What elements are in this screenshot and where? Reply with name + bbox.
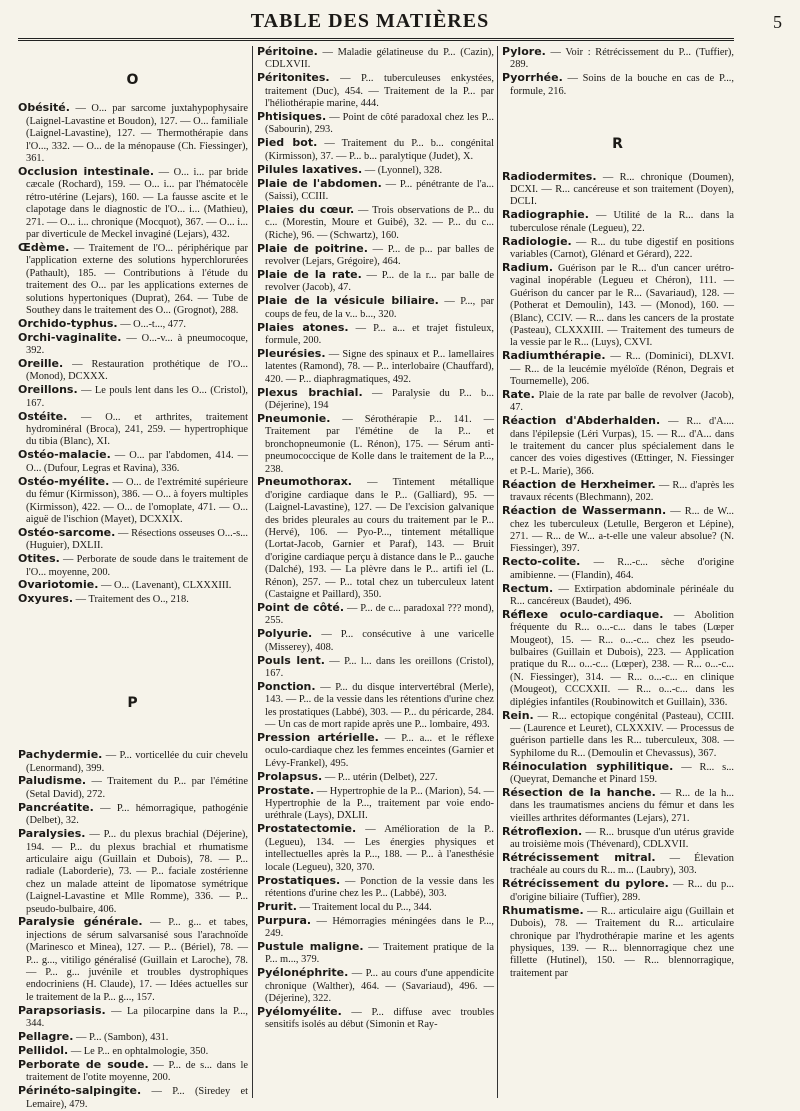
entry-text: — R...-c... sèche d'origine amibienne. — (Flandin), 464. <box>510 557 734 581</box>
entry-heading: Plaie de la rate. <box>257 267 362 281</box>
entry-heading: Ostéo-myélite. <box>18 474 110 488</box>
entry-text: — O... (Lavenant), CLXXXIII. <box>98 580 232 592</box>
entry-heading: Rectum. <box>502 581 554 595</box>
index-entry <box>18 166 248 241</box>
index-entry <box>257 243 494 269</box>
index-entry <box>502 852 734 878</box>
index-entry <box>502 389 734 415</box>
index-entry <box>257 387 494 413</box>
entry-heading: Ponction. <box>257 679 316 693</box>
entry-text: — R... de W... chez les tuberculeux (Letulle, Bergeron et Lépine), 271. — R... de W... a-t-elle une valeur absolue? (N. Fiessinger), 397. <box>510 506 734 555</box>
index-entry <box>257 915 494 941</box>
entry-text: — P... g... et tabes, injections de sérum salvarsanisé sous l'arachnoïde (Marinesco et Minea), 127. — P... (Bériel), 78. — P... g..., vitiligo généralisé (Guillain et Laroche), 78. — P... g... juvénile et troubles dystrophiques endocriniens (H. Claude), 17. — Idées actuelles sur le traitement de la P... g..., 157. <box>26 917 248 1003</box>
index-entry <box>18 527 248 553</box>
entry-heading: Pied bot. <box>257 136 318 150</box>
index-entry <box>18 1085 248 1111</box>
entry-heading: Ostéo-malacie. <box>18 448 111 462</box>
entry-heading: Pyélomyélite. <box>257 1005 342 1019</box>
index-entry <box>257 941 494 967</box>
entry-text: — Traitement pratique de la P... m..., 379. <box>265 942 494 966</box>
entry-heading: Réflexe oculo-cardiaque. <box>502 607 664 621</box>
entry-text: — La pilocarpine dans la P..., 344. <box>26 1005 248 1030</box>
entry-text: — Hémorragies méningées dans le P..., 249. <box>265 915 494 940</box>
entry-heading: Point de côté. <box>257 600 345 614</box>
entry-heading: Réaction de Herxheimer. <box>502 477 656 491</box>
page-header <box>20 10 782 36</box>
index-entry <box>257 628 494 654</box>
entry-heading: Prurit. <box>257 899 297 913</box>
entry-heading: Réinoculation syphilitique. <box>502 759 674 773</box>
index-entry <box>257 46 494 72</box>
index-entry <box>18 102 248 165</box>
entry-heading: Polyurie. <box>257 627 313 641</box>
column-divider <box>252 46 253 1098</box>
entry-text: — P... du disque intervertébral (Merle), 143. — P... de la vessie dans les rétentions d'urine chez les prostatiques (Labbé), 303. — P... du péricarde, 284. — Un cas de mort rapide après une P... lombaire, 493. <box>265 681 494 731</box>
index-entry <box>18 384 248 410</box>
entry-text: — Élevation trachéale au cours du R... m... (Laubry), 303. <box>510 853 734 877</box>
index-entry <box>502 905 734 980</box>
index-entry <box>257 322 494 348</box>
entry-text: — R... articulaire aigu (Guillain et Dubois), 78. — Traitement du R... articulaire chronique par l'hydrothérapie marine et les agents physiques, 139. — R... blennorragique chez une fillette (Hutinel), 150. — R... blennorragique, traitement par <box>510 905 734 979</box>
entry-text: — P... hémorragique, pathogénie (Delbet), 32. <box>26 802 248 827</box>
index-entry <box>257 681 494 732</box>
entry-heading: Pellidol. <box>18 1044 69 1057</box>
entry-text: — P... pénétrante de l'a... (Saissi), CCIII. <box>265 178 494 202</box>
entry-text: — R... brusque d'un utérus gravide au troisième mois (Thévenard), CDLXVII. <box>510 826 734 851</box>
index-entry <box>18 242 248 317</box>
entry-heading: Plaie de l'abdomen. <box>257 176 382 190</box>
entry-text: — (Lyonnel), 328. <box>362 164 443 176</box>
entry-heading: Orchido-typhus. <box>18 316 118 330</box>
index-entry <box>257 348 494 386</box>
index-entry <box>18 411 248 449</box>
entry-heading: Péritoine. <box>257 45 318 58</box>
entry-heading: Paludisme. <box>18 774 87 788</box>
entry-heading: Pression artérielle. <box>257 731 379 745</box>
entry-heading: Périnéto-salpingite. <box>18 1084 142 1098</box>
entry-text: — Amélioration de la P.. (Legueu), 134. — Les énergies physiques et intellectuelles après la P..., 188. — P... à l'anesthésie locale (Legueu), 320, 370. <box>265 824 494 873</box>
entry-text: — Hypertrophie de la P... (Marion), 54. — Hypertrophie de la P..., traitement par voie endo-uréthrale (Lays), DXLII. <box>265 785 494 822</box>
entry-text: — P... a... et trajet fistuleux, formule, 200. <box>265 322 494 346</box>
entry-heading: Obésité. <box>18 101 70 115</box>
entry-text: — Point de côté paradoxal chez les P... (Sabourin), 293. <box>265 112 494 136</box>
entry-text: — Trois observations de P... du c... (Morestin, Moure et Guibé), 32. — P... du c... (Riche), 96. — (Schwartz), 160. <box>265 204 494 241</box>
index-entry <box>18 749 248 775</box>
entry-heading: Orchi-vaginalite. <box>18 330 122 344</box>
entry-text: — P... au cours d'une appendicite chronique (Walther), 464. — (Savariaud), 496. — (Déjerine), 322. <box>265 968 494 1005</box>
entry-heading: Pleurésies. <box>257 346 326 360</box>
entry-text: — R... du p... d'origine biliaire (Tuffier), 289. <box>510 879 734 903</box>
entry-heading: Recto-colite. <box>502 555 581 569</box>
index-entry <box>502 609 734 709</box>
index-entry <box>257 413 494 476</box>
entry-text: — P... utérin (Delbet), 227. <box>322 771 438 783</box>
entry-heading: Rétrécissement du pylore. <box>502 877 669 891</box>
entry-heading: Résection de la hanche. <box>502 786 656 800</box>
entry-heading: Perborate de soude. <box>18 1057 149 1071</box>
entry-heading: Rétroflexion. <box>502 824 583 838</box>
index-entry <box>18 318 248 331</box>
entry-text: — Traitement du P... b... congénital (Kirmisson), 37. — P... b... paralytique (Judet), X. <box>265 138 494 162</box>
index-column-1 <box>18 46 249 1110</box>
entry-heading: Plexus brachial. <box>257 385 363 399</box>
entry-heading: Rate. <box>502 387 535 401</box>
entry-text: — R... d'après les travaux récents (Blechmann), 202. <box>510 479 734 504</box>
entry-heading: Prostatectomie. <box>257 822 357 836</box>
index-entry <box>18 449 248 475</box>
entry-text: — Traitement des O.., 218. <box>73 594 189 606</box>
index-entry <box>257 111 494 137</box>
entry-heading: Plaies atones. <box>257 320 349 334</box>
index-entry <box>502 209 734 235</box>
entry-text: — Tintement métallique d'origine cardiaque dans le P... (Galliard), 95. — (Laignel-Lavastine), 127. — De l'excision galvanique des brides pleurales au cours du traitement par le P... (Hervé), 106. — Pyo-P..., tintement métallique (Lortat-Jacob, Garnier et Paraf), 143. — Bruit d'origine cardiaque perçu à distance dans le P... gauche (Dalché), 193. — La plèvre dans le P... artifi iel (L. Rénon), 257. — P... total chez un tuberculeux latent (Castaigne et Paillard), 350. <box>265 477 494 601</box>
entry-heading: Pustule maligne. <box>257 940 364 954</box>
index-entry <box>502 505 734 556</box>
entry-heading: Otites. <box>18 552 60 566</box>
index-entry <box>257 72 494 110</box>
entry-text: — Ponction de la vessie dans les rétentions d'urine chez les P... (Labbé), 303. <box>265 875 494 899</box>
entry-text: — Traitement de l'O... périphérique par l'application externe des solutions hyperchlorurées (Pathault), 185. — Contributions à l'étude du traitement des O... par les applications externes de solutions hypertoniques (Duprat), 264. — Tube de Southey dans le traitement des O... (Grognot), 288. <box>26 242 248 316</box>
entry-heading: Radium. <box>502 260 554 274</box>
entry-heading: Réaction d'Abderhalden. <box>502 414 661 428</box>
index-entry <box>257 295 494 321</box>
entry-text: — Soins de la bouche en cas de P..., formule, 216. <box>510 73 734 97</box>
entry-text: Guérison par le R... d'un cancer urétro-vaginal inopérable (Legueu et Chéron), 111. — Guérison du cancer par le R... (Savariaud), 128. — (Potherat et Demoulin), 143. — (Monod), 160. — (Blanc), CCIV. — R... dans les cancers de la prostate (Pasteau), CLXXXIII. — Traitement des tumeurs de la vessie par le R... (Luys), CXVI. <box>510 262 734 349</box>
section-letter: R <box>612 136 624 153</box>
entry-text: — Traitement du P... par l'émétine (Setal David), 272. <box>26 776 248 800</box>
index-entry <box>502 171 734 209</box>
index-entry <box>257 771 494 784</box>
index-entry <box>18 775 248 801</box>
entry-text: — P..., par coups de feu, de la v... b..., 320. <box>265 296 495 320</box>
index-entry <box>18 476 248 527</box>
entry-heading: Oxyures. <box>18 592 74 606</box>
index-entry <box>502 556 734 582</box>
index-entry <box>257 823 494 874</box>
entry-text: — O... de l'extrémité supérieure du fémur (Kirmisson), 386. — O... à foyers multiples (Kirmisson), 422. — O... de l'omoplate, 471. — O... aiguë de l'ischion (Mayet), DCXXIX. <box>26 476 248 525</box>
entry-heading: Radiumthérapie. <box>502 349 606 363</box>
index-entry <box>18 579 248 592</box>
entry-text: — Maladie gélatineuse du P... (Cazin), CDLXVII. <box>265 47 494 71</box>
entry-text: — P... consécutive à une varicelle (Misserey), 408. <box>265 629 494 653</box>
entry-text: — Voir : Rétrécissement du P... (Tuffier), 289. <box>510 47 734 71</box>
entry-heading: Pneumonie. <box>257 411 331 425</box>
index-entry <box>18 1045 248 1058</box>
section-letter: P <box>127 694 139 711</box>
entry-text: — P... (Siredey et Lemaire), 479. <box>26 1086 248 1110</box>
entry-text: — Le P... en ophtalmologie, 350. <box>68 1046 209 1057</box>
entry-heading: Pyorrhée. <box>502 71 563 85</box>
entry-text: — P... du plexus brachial (Déjerine), 194. — P... du plexus brachial et rhumatisme articulaire aigu (Guillain et Dubois), 78. — P... radiale (Laborderie), 73. — P... faciale zostérienne chez un malade atteint de lipomatose symétrique (Laignel-Lavastine et Mlle Romme), 336. — P... pseudo-bulbaire, 406. <box>26 829 248 915</box>
entry-heading: Pancréatite. <box>18 800 94 814</box>
entry-heading: Radiodermites. <box>502 169 597 183</box>
index-entry <box>18 1031 248 1044</box>
entry-text: — Abolition fréquente du R... o...-c... dans le tabes (Lœper Mougeot), 15. — R... o...-c... chez les pseudo-bulbaires (Guillain et Dubois), 223. — Application pratique du R... o...-c... (Lœper), 238. — R... o...-c... (N. Fiessinger), 314. — R... o...-c... en clinique (Mougeot), CCCXXII. — R... o...-c... dans les diplégies infantiles (Roubinowitch et Guillain), 336. <box>510 609 734 708</box>
entry-heading: Œdème. <box>18 240 70 254</box>
column-divider <box>497 46 498 1098</box>
entry-heading: Prostate. <box>257 783 315 797</box>
entry-text: — P... de la r... par balle de revolver (Jacob), 47. <box>265 269 495 294</box>
index-entry <box>257 967 494 1005</box>
entry-text: — Restauration prothétique de l'O... (Monod), DCXXX. <box>26 359 248 383</box>
entry-text: — P... vorticellée du cuir chevelu (Lenormand), 399. <box>26 750 248 774</box>
entry-heading: Rhumatisme. <box>502 903 584 917</box>
entry-text: — Sérothérapie P... 141. — Traitement par l'émétine de la P... et bronchopneumonie (L. Rénon), 175. — Sérum anti-pneumococcique de Kolle dans le traitement de la P..., 238. <box>265 413 494 475</box>
entry-heading: Plaies du cœur. <box>257 202 355 216</box>
index-entry <box>502 583 734 609</box>
index-entry <box>18 332 248 358</box>
entry-heading: Oreillons. <box>18 383 78 397</box>
entry-heading: Parapsoriasis. <box>18 1003 106 1017</box>
entry-heading: Prostatiques. <box>257 873 341 887</box>
entry-heading: Pyélonéphrite. <box>257 966 349 980</box>
entry-text: — Paralysie du P... b... (Déjerine), 194 <box>265 387 495 411</box>
index-column-3 <box>502 46 734 1098</box>
index-entry <box>502 479 734 505</box>
index-entry <box>502 415 734 478</box>
entry-heading: Plaie de poitrine. <box>257 241 368 255</box>
index-column-2 <box>257 46 494 1098</box>
index-entry <box>502 761 734 787</box>
index-entry <box>257 655 494 681</box>
entry-text: — Perborate de soude dans le traitement de l'O... moyenne, 200. <box>26 554 248 578</box>
entry-heading: Prolapsus. <box>257 769 323 783</box>
index-entry <box>257 1006 494 1032</box>
index-entry <box>18 1005 248 1031</box>
index-entry <box>257 178 494 204</box>
entry-text: — Le pouls lent dans les O... (Cristol), 167. <box>26 385 248 409</box>
entry-heading: Pellagre. <box>18 1030 74 1044</box>
index-entry <box>502 236 734 262</box>
entry-text: — O... par sarcome juxtahypophysaire (Laignel-Lavastine et Boudon), 127. — O... familiale (Laignel-Lavastine), 127. — Thermothérapie dans l'O..., 332. — O... de la ménopause (Ch. Fiessinger), 361. <box>26 103 248 165</box>
entry-heading: Radiologie. <box>502 234 572 248</box>
index-entry <box>257 204 494 242</box>
entry-text: — P... l... dans les oreillons (Cristol), 167. <box>265 655 494 679</box>
entry-heading: Pneumothorax. <box>257 475 352 489</box>
entry-heading: Rétrécissement mitral. <box>502 851 656 865</box>
index-entry <box>502 262 734 350</box>
entry-heading: Rein. <box>502 708 534 722</box>
entry-text: — R... (Dominici), DLXVI. — R... de la leucémie myéloïde (Rénon, Degrais et Tournemelle), 206. <box>510 351 734 388</box>
entry-heading: Ovariotomie. <box>18 578 99 592</box>
entry-text: — O... et arthrites, traitement hydrominéral (Broca), 241, 259. — hypertrophique du tibia (Blanc), XI. <box>26 411 248 448</box>
entry-text: — O...-v... à pneumocoque, 392. <box>26 332 248 357</box>
index-entry <box>18 358 248 384</box>
index-entry <box>18 593 248 606</box>
index-entry <box>502 710 734 761</box>
entry-text: — R... s... (Queyrat, Demanche et Pinard 159. <box>510 761 734 786</box>
entry-text: — P... de c... paradoxal ??? mond), 255. <box>265 602 494 627</box>
index-entry <box>257 785 494 823</box>
index-entry <box>18 553 248 579</box>
index-entry <box>257 901 494 914</box>
entry-text: — O... par l'abdomen, 414. — O... (Dufour, Legras et Ravina), 336. <box>26 450 248 474</box>
index-entry <box>18 916 248 1004</box>
index-entry <box>18 828 248 916</box>
entry-text: — Résections osseuses O...-s... (Huguier), DXLII. <box>26 527 248 552</box>
entry-heading: Occlusion intestinale. <box>18 164 155 178</box>
entry-text: — O... i... par bride cæcale (Rochard), 159. — O... i... par l'hématocèle rétro-utérine (Lejars), 160. — La fausse ascite et le clapotage dans le diagnostic de l'O... i... (Mathieu), 271. — O... i... chronique (Mocquot), 367. — O... i... par diverticule de Meckel invaginé (Lejars), 432. <box>26 166 248 240</box>
entry-text: — R... chronique (Doumen), DCXI. — R... cancéreuse et son traitement (Doyen), DCLI. <box>510 171 734 208</box>
entry-heading: Purpura. <box>257 913 312 927</box>
entry-text: — Utilité de la R... dans la tuberculose rénale (Legueu), 22. <box>510 210 734 234</box>
entry-heading: Paralysies. <box>18 827 86 841</box>
entry-heading: Ostéite. <box>18 409 68 423</box>
entry-text: — P... diffuse avec troubles sensitifs isolés au début (Simonin et Ray- <box>265 1007 494 1031</box>
entry-text: — R... de la h... dans les traumatismes anciens du fémur et dans les vieilles arthrites déformantes (Lejars), 271. <box>510 788 734 824</box>
entry-text: — R... du tube digestif en positions variables (Carnot), Glénard et Gérard), 222. <box>510 236 734 260</box>
entry-text: — P... (Sambon), 431. <box>73 1032 169 1044</box>
entry-heading: Péritonites. <box>257 71 330 85</box>
entry-text: Plaie de la rate par balle de revolver (Jacob), 47. <box>510 389 734 414</box>
entry-heading: Pachydermie. <box>18 748 103 762</box>
index-entry <box>257 602 494 628</box>
entry-heading: Paralysie générale. <box>18 915 143 929</box>
index-entry <box>18 802 248 828</box>
entry-text: — R... d'A.... dans l'épilepsie (Léri Vurpas), 15. — R... d'A... dans le traitement du cancer plus spécialement dans le cancer des voies digestives (Œttinger, N. Fiessinger et P.-L. Marie), 366. <box>510 416 734 477</box>
index-entry <box>502 787 734 825</box>
entry-heading: Radiographie. <box>502 208 589 222</box>
entry-heading: Ostéo-sarcome. <box>18 525 116 539</box>
index-entry <box>257 476 494 601</box>
index-entry <box>18 1059 248 1085</box>
index-entry <box>502 72 734 98</box>
entry-heading: Réaction de Wassermann. <box>502 504 667 518</box>
entry-heading: Oreille. <box>18 357 64 371</box>
entry-heading: Pylore. <box>502 45 546 58</box>
entry-text: — P... de s... dans le traitement de l'otite moyenne, 200. <box>26 1059 249 1084</box>
entry-text: — P... tuberculeuses enkystées, traitement (Duc), 454. — Traitement de la P... par l'héliothérapie marine, 444. <box>265 73 494 110</box>
entry-text: — R... ectopique congénital (Pasteau), CCIII. — (Laurence et Leuret), CLXXXIV. — Processus de guérison partielle dans les R... tuberculeux, 308. — Syphilome du R... (Demoulin et Chevassus), 367. <box>510 710 734 759</box>
entry-text: — Signe des spinaux et P... lamellaires latentes (Ramond), 78. — P... interlobaire (Chauffard), 420. — P... diaphragmatiques, 492. <box>265 348 494 385</box>
page-title: TABLE DES MATIÈRES <box>250 10 490 32</box>
entry-heading: Plaie de la vésicule biliaire. <box>257 294 439 308</box>
page-number: 5 <box>773 12 782 32</box>
index-entry <box>502 350 734 388</box>
entry-text: — P... de p... par balles de revolver (Lejars, Grégoire), 464. <box>265 243 494 267</box>
index-entry <box>502 46 734 72</box>
entry-heading: Pouls lent. <box>257 653 325 667</box>
index-entry <box>502 826 734 852</box>
entry-text: — Traitement local du P..., 344. <box>296 901 432 913</box>
index-entry <box>257 137 494 163</box>
entry-heading: Phtisiques. <box>257 110 327 124</box>
header-rule <box>18 38 734 41</box>
index-entry <box>257 732 494 770</box>
entry-text: — P... a... et le réflexe oculo-cardiaque chez les femmes enceintes (Garnier et Lévy-Frankel), 495. <box>265 733 494 769</box>
index-entry <box>257 164 494 177</box>
index-entry <box>502 878 734 904</box>
entry-text: — O...-t..., 477. <box>117 318 186 330</box>
index-entry <box>257 269 494 295</box>
entry-text: — Extirpation abdominale périnéale du R... cancéreux (Baudet), 496. <box>510 583 734 607</box>
section-letter: O <box>126 72 140 88</box>
index-entry <box>257 875 494 901</box>
entry-heading: Pilules laxatives. <box>257 162 363 176</box>
